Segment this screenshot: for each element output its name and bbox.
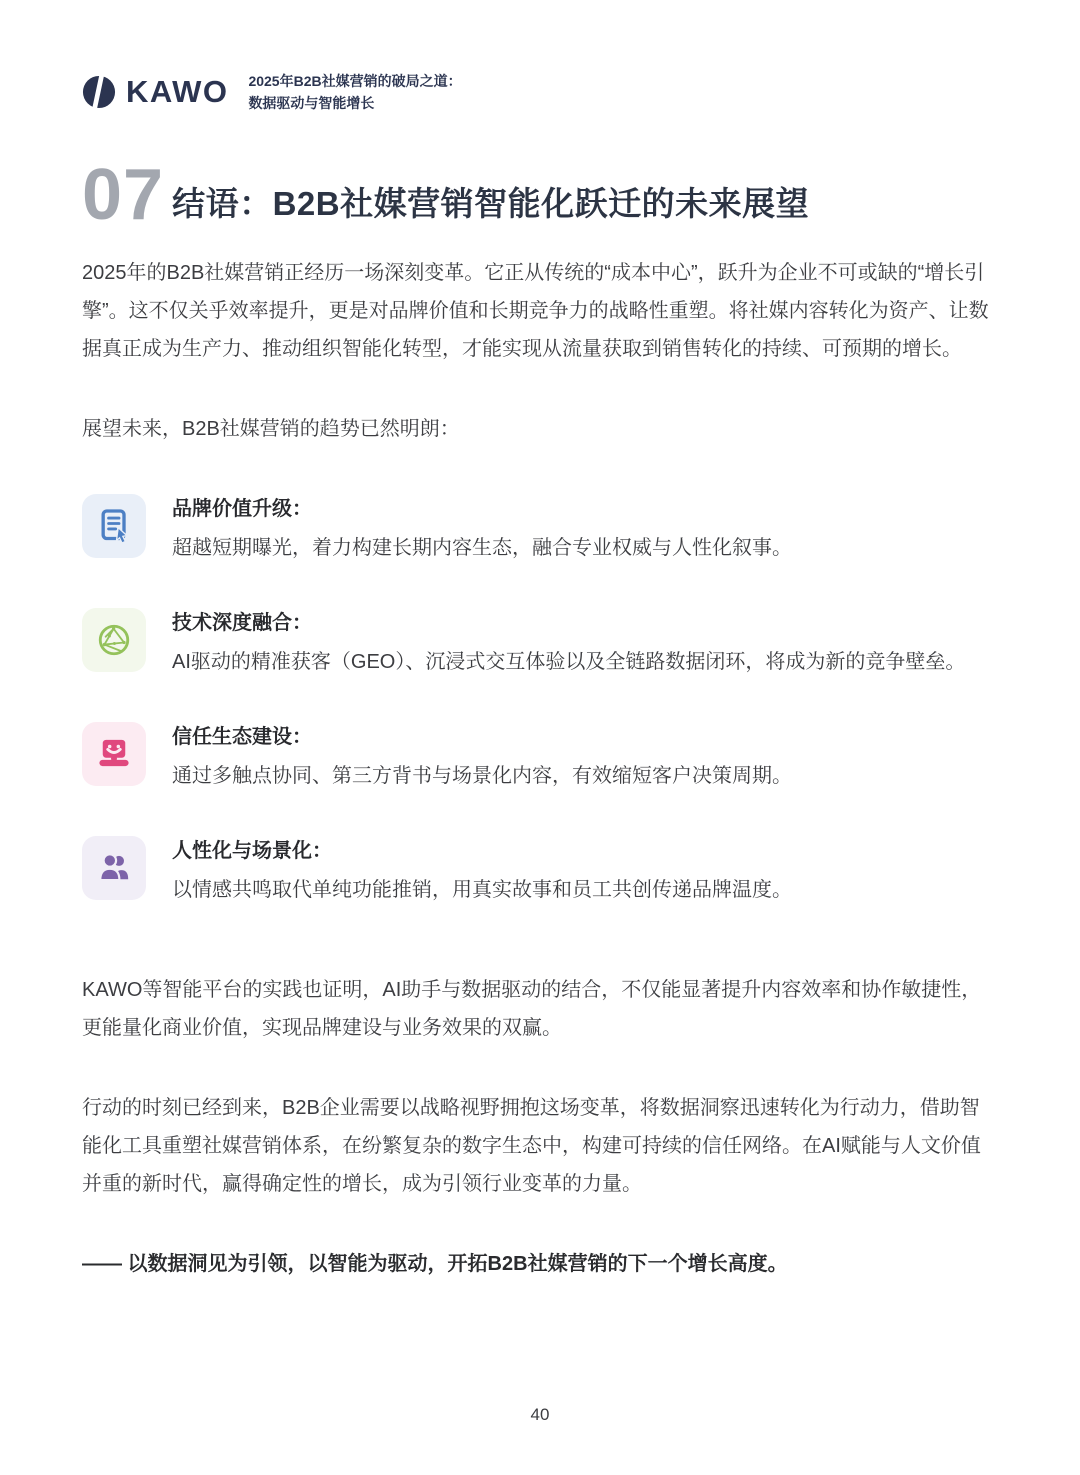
trend-title: 人性化与场景化： <box>172 839 332 862</box>
closing-paragraph-2: 行动的时刻已经到来，B2B企业需要以战略视野拥抱这场变革，将数据洞察迅速转化为行动力，借助智能化工具重塑社媒营销体系，在纷繁复杂的数字生态中，构建可持续的信任网络。在AI赋能与人文价值并重的新时代，赢得确定性的增长，成为引领行业变革的力量。 <box>82 1096 981 1195</box>
section-number: 07 <box>82 154 165 235</box>
laptop-smile-icon <box>82 722 146 786</box>
kawo-logo-icon <box>82 75 116 109</box>
report-subtitle-line2: 数据驱动与智能增长 <box>248 95 375 112</box>
users-icon <box>82 836 146 900</box>
page-title: 结语：B2B社媒营销智能化跃迁的未来展望 <box>172 184 810 222</box>
trend-item-brand-value <box>82 494 998 565</box>
trend-text <box>172 836 792 907</box>
kawo-logo <box>82 74 228 110</box>
trend-description: AI驱动的精准获客（GEO）、沉浸式交互体验以及全链路数据闭环，将成为新的竞争壁垒。 <box>172 650 966 673</box>
trend-description: 以情感共鸣取代单纯功能推销，用真实故事和员工共创传递品牌温度。 <box>172 878 792 901</box>
trend-item-humanization <box>82 836 998 907</box>
trend-text <box>172 608 965 679</box>
section-heading <box>82 154 998 235</box>
network-globe-icon <box>82 608 146 672</box>
trends-lead-in: 展望未来，B2B社媒营销的趋势已然明朗： <box>82 417 460 440</box>
closing-highlight: —— 以数据洞见为引领，以智能为驱动，开拓B2B社媒营销的下一个增长高度。 <box>82 1252 788 1275</box>
logo-wordmark: KAWO <box>126 74 229 110</box>
trend-title: 信任生态建设： <box>172 725 312 748</box>
trend-description: 超越短期曝光，着力构建长期内容生态，融合专业权威与人性化叙事。 <box>172 536 792 559</box>
closing-paragraph-1: KAWO等智能平台的实践也证明，AI助手与数据驱动的结合，不仅能显著提升内容效率和协作敏捷性，更能量化商业价值，实现品牌建设与业务效果的双赢。 <box>82 978 982 1039</box>
report-subtitle <box>248 70 461 115</box>
trend-text <box>172 494 792 565</box>
trend-list <box>82 494 998 907</box>
trend-title: 技术深度融合： <box>172 611 312 634</box>
page-header <box>82 70 998 115</box>
trend-text <box>172 722 792 793</box>
page-number: 40 <box>530 1405 550 1424</box>
intro-paragraph: 2025年的B2B社媒营销正经历一场深刻变革。它正从传统的“成本中心”，跃升为企业不可或缺的“增长引擎”。这不仅关乎效率提升，更是对品牌价值和长期竞争力的战略性重塑。将社媒内容转化为资产、让数据真正成为生产力、推动组织智能化转型，才能实现从流量获取到销售转化的持续、可预期的增长。 <box>82 261 989 360</box>
trend-item-technology <box>82 608 998 679</box>
trend-title: 品牌价值升级： <box>172 497 312 520</box>
trend-description: 通过多触点协同、第三方背书与场景化内容，有效缩短客户决策周期。 <box>172 764 792 787</box>
document-review-icon <box>82 494 146 558</box>
report-subtitle-line1: 2025年B2B社媒营销的破局之道： <box>248 73 462 89</box>
trend-item-trust <box>82 722 998 793</box>
